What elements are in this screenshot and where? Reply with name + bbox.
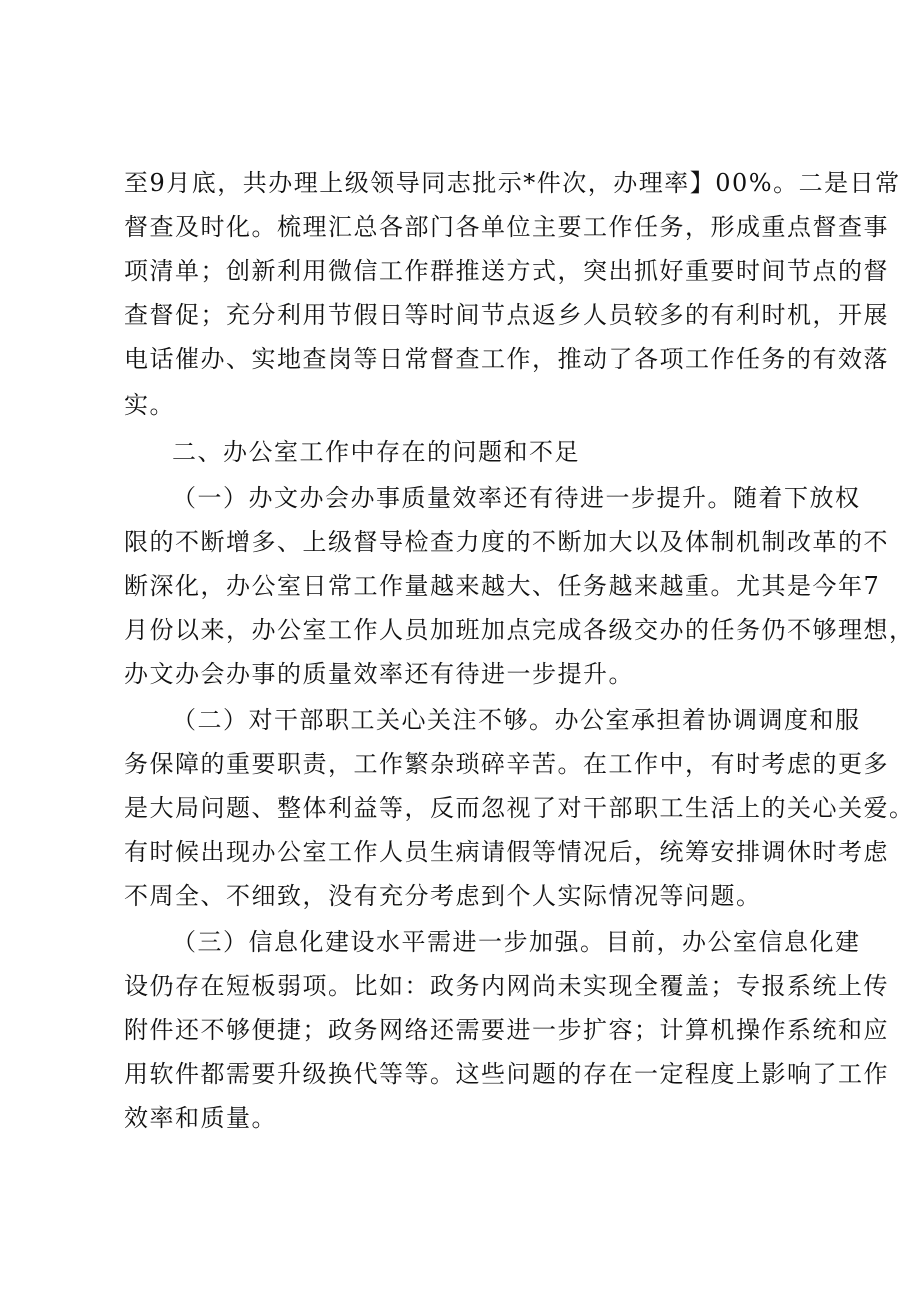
- text-line: （一）办文办会办事质量效率还有待进一步提升。随着下放权: [172, 484, 861, 512]
- text-line: 效率和质量。: [124, 1104, 277, 1132]
- text-line: 督查及时化。梳理汇总各部门各单位主要工作任务，形成重点督查事: [124, 213, 889, 241]
- text-line: 有时候出现办公室工作人员生病请假等情况后，统筹安排调休时考虑: [124, 838, 889, 866]
- text-line: （二）对干部职工关心关注不够。办公室承担着协调调度和服: [172, 706, 861, 734]
- text-line: 查督促；充分利用节假日等时间节点返乡人员较多的有利时机，开展: [124, 301, 889, 329]
- text-line: 办文办会办事的质量效率还有待进一步提升。: [124, 660, 634, 688]
- text-line: 不周全、不细致，没有充分考虑到个人实际情况等问题。: [124, 882, 762, 910]
- text-line: 项清单；创新利用微信工作群推送方式，突出抓好重要时间节点的督: [124, 257, 889, 285]
- text-line: 月份以来，办公室工作人员加班加点完成各级交办的任务仍不够理想，: [124, 616, 915, 644]
- text-line: 至9月底，共办理上级领导同志批示*件次，办理率】00%。二是日常: [124, 169, 901, 197]
- text-line: 附件还不够便捷；政务网络还需要进一步扩容；计算机操作系统和应: [124, 1016, 889, 1044]
- text-line: （三）信息化建设水平需进一步加强。目前，办公室信息化建: [172, 928, 861, 956]
- text-line: 断深化，办公室日常工作量越来越大、任务越来越重。尤其是今年7: [124, 572, 881, 600]
- text-line: 电话催办、实地查岗等日常督查工作，推动了各项工作任务的有效落: [124, 345, 889, 373]
- text-line: 实。: [124, 391, 175, 419]
- text-line: 用软件都需要升级换代等等。这些问题的存在一定程度上影响了工作: [124, 1060, 889, 1088]
- text-line: 是大局问题、整体利益等，反而忽视了对干部职工生活上的关心关爱。: [124, 794, 915, 822]
- section-heading: 二、办公室工作中存在的问题和不足: [172, 438, 580, 466]
- text-line: 设仍存在短板弱项。比如：政务内网尚未实现全覆盖；专报系统上传: [124, 972, 889, 1000]
- text-line: 限的不断增多、上级督导检查力度的不断加大以及体制机制改革的不: [124, 528, 889, 556]
- text-line: 务保障的重要职责，工作繁杂琐碎辛苦。在工作中，有时考虑的更多: [124, 750, 889, 778]
